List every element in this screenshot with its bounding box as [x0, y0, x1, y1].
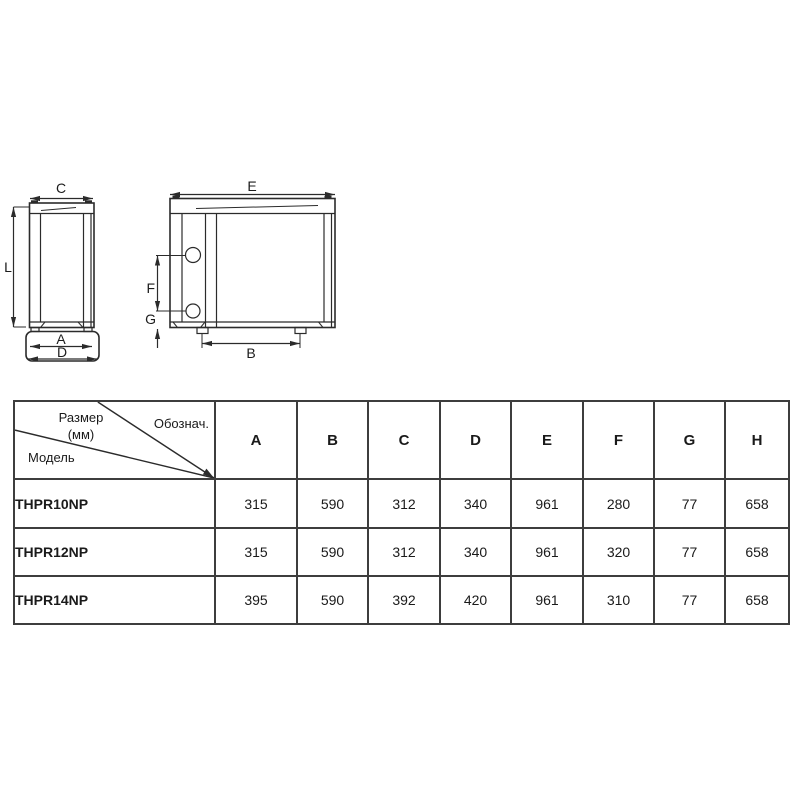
- dim-label-f: F: [146, 280, 155, 296]
- value-cell: 658: [725, 528, 789, 576]
- dimensions-table: [13, 400, 790, 625]
- value-cell: 280: [583, 479, 654, 528]
- dim-label-g: G: [145, 311, 156, 327]
- value-cell: 590: [297, 528, 368, 576]
- value-cell: 658: [725, 576, 789, 624]
- lid-notch: [31, 200, 38, 203]
- side-view: [4, 180, 99, 361]
- front-view: [145, 178, 335, 361]
- value-cell: 340: [440, 528, 511, 576]
- column-header-e: E: [511, 401, 583, 479]
- corner-size-unit: (мм): [67, 427, 95, 442]
- value-cell: 961: [511, 576, 583, 624]
- value-cell: 340: [440, 479, 511, 528]
- column-header-a: A: [215, 401, 297, 479]
- dimensions-table-wrap: [13, 400, 788, 625]
- value-cell: 77: [654, 576, 725, 624]
- lid-notch: [325, 196, 332, 199]
- dim-label-l: L: [4, 259, 12, 275]
- dim-label-a: A: [56, 331, 66, 347]
- table-row: [14, 528, 789, 576]
- dim-label-e: E: [247, 178, 257, 194]
- value-cell: 392: [368, 576, 440, 624]
- column-header-h: H: [725, 401, 789, 479]
- dim-label-c: C: [55, 180, 67, 196]
- corner-designation-label: Обознач.: [153, 416, 209, 431]
- dim-label-d: D: [56, 344, 68, 360]
- value-cell: 590: [297, 576, 368, 624]
- value-cell: 315: [215, 479, 297, 528]
- corner-size-label: Размер: [58, 410, 104, 425]
- value-cell: 312: [368, 479, 440, 528]
- column-header-c: C: [368, 401, 440, 479]
- value-cell: 310: [583, 576, 654, 624]
- value-cell: 658: [725, 479, 789, 528]
- upper-pipe-port: [186, 248, 201, 263]
- model-cell: THPR14NP: [14, 576, 215, 624]
- value-cell: 961: [511, 479, 583, 528]
- column-header-g: G: [654, 401, 725, 479]
- value-cell: 77: [654, 479, 725, 528]
- lower-pipe-port: [186, 304, 200, 318]
- technical-drawing: [0, 0, 800, 390]
- model-cell: THPR12NP: [14, 528, 215, 576]
- dim-label-b: B: [246, 345, 256, 361]
- table-row: [14, 576, 789, 624]
- table-row: [14, 479, 789, 528]
- column-header-b: B: [297, 401, 368, 479]
- value-cell: 961: [511, 528, 583, 576]
- lid-notch: [173, 196, 180, 199]
- value-cell: 320: [583, 528, 654, 576]
- model-cell: THPR10NP: [14, 479, 215, 528]
- value-cell: 77: [654, 528, 725, 576]
- corner-model-label: Модель: [28, 450, 75, 465]
- column-header-f: F: [583, 401, 654, 479]
- corner-cell: [14, 401, 215, 479]
- value-cell: 590: [297, 479, 368, 528]
- lid-notch: [85, 200, 92, 203]
- column-header-d: D: [440, 401, 511, 479]
- value-cell: 312: [368, 528, 440, 576]
- value-cell: 315: [215, 528, 297, 576]
- value-cell: 395: [215, 576, 297, 624]
- value-cell: 420: [440, 576, 511, 624]
